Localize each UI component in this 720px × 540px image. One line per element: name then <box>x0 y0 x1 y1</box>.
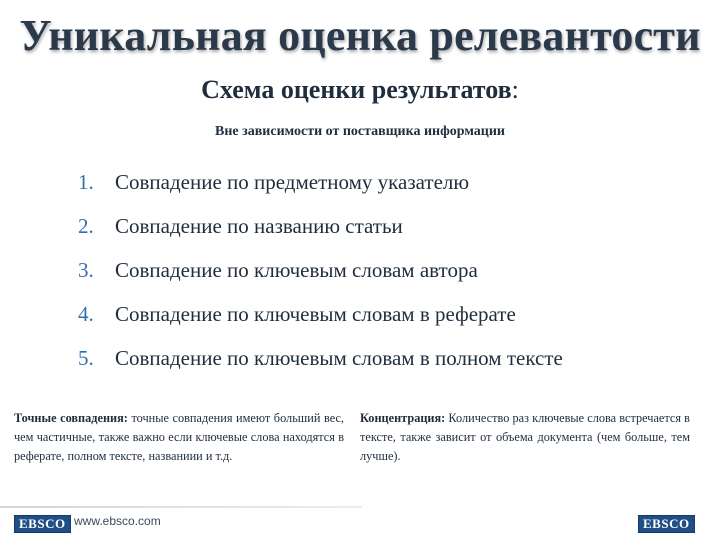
list-item-number: 3. <box>78 257 94 282</box>
concentration-text: Количество раз ключевые слова встречается в тексте, также зависит от объема документа (чем больше, тем лучше). <box>360 411 690 463</box>
list-item-text: Совпадение по ключевым словам в полном тексте <box>115 345 563 370</box>
concentration-heading: Концентрация: <box>360 411 446 425</box>
list-item-number: 2. <box>78 213 94 238</box>
list-item-text: Совпадение по названию статьи <box>115 213 403 238</box>
list-item <box>78 336 563 380</box>
subtitle-colon: : <box>511 75 519 104</box>
list-item <box>78 160 563 204</box>
footer-divider <box>0 506 362 508</box>
criteria-list <box>78 160 563 380</box>
list-item-text: Совпадение по ключевым словам автора <box>115 257 478 282</box>
slide-caption: Вне зависимости от поставщика информации <box>214 124 505 139</box>
footer-url[interactable]: www.ebsco.com <box>74 514 161 528</box>
exact-match-note <box>14 409 344 466</box>
concentration-note <box>360 409 690 466</box>
list-item-text: Совпадение по ключевым словам в реферате <box>115 301 516 326</box>
list-item-text: Совпадение по предметному указателю <box>115 169 470 194</box>
slide-subtitle <box>0 75 720 105</box>
list-item-number: 5. <box>78 345 94 370</box>
exact-match-text: точные совпадения имеют больший вес, чем частичные, также важно если ключевые слова находятся в реферате, полном тексте, названиии и т.д. <box>14 411 345 463</box>
exact-match-heading: Точные совпадения: <box>14 411 128 425</box>
list-item-number: 4. <box>78 301 94 326</box>
slide-title: Уникальная оценка релевантости <box>19 11 701 60</box>
list-item <box>78 248 563 292</box>
subtitle-text: Схема оценки результатов <box>201 75 512 104</box>
list-item <box>78 292 563 336</box>
ebsco-logo-right: EBSCO <box>638 515 695 533</box>
list-item-number: 1. <box>78 169 94 194</box>
ebsco-logo: EBSCO <box>14 515 71 533</box>
list-item <box>78 204 563 248</box>
